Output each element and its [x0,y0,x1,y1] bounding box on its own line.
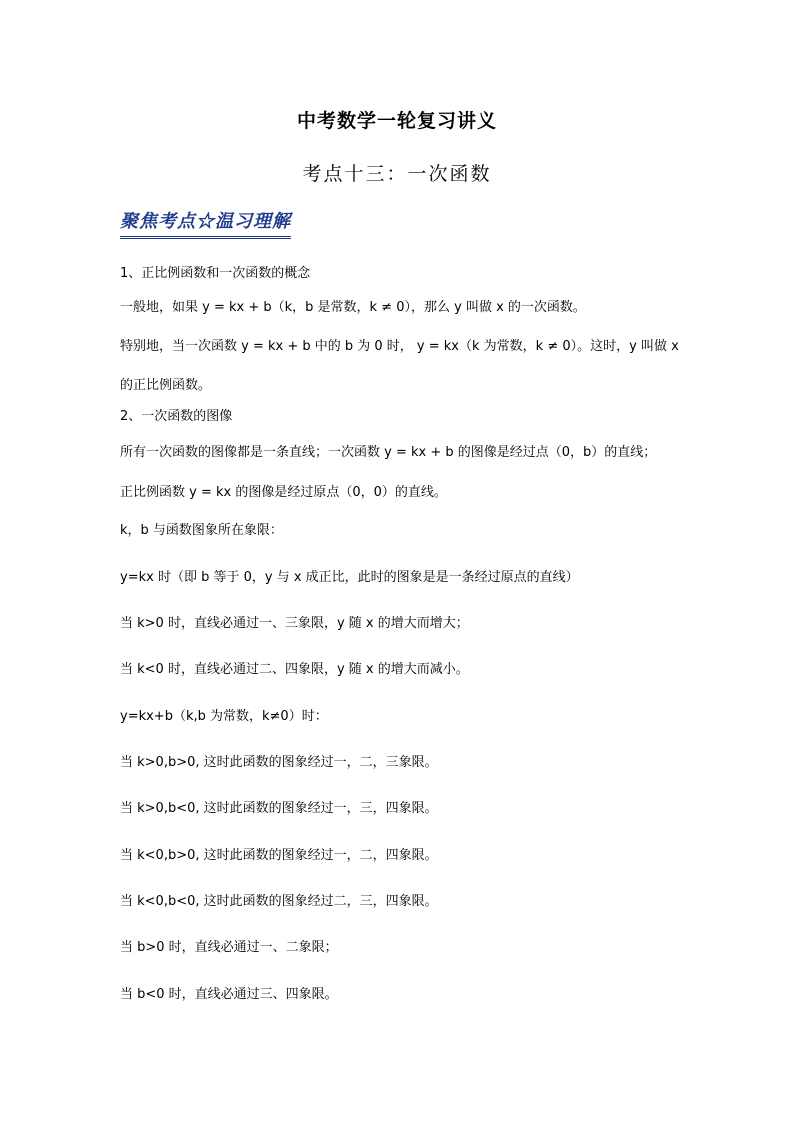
graph-line-1: 所有一次函数的图像都是一条直线；一次函数 y = kx + b 的图像是经过点（0，b）的直线； [120,445,657,460]
quadrant-heading: k，b 与函数图象所在象限： [120,523,283,538]
b-negative: 当 b<0 时，直线必通过三、四象限。 [120,987,338,1002]
proportional-definition: 特别地，当一次函数 y = kx + b 中的 b 为 0 时， y = kx（k 为常数，k ≠ 0）。这时，y 叫做 x [120,339,679,354]
linear-definition: 一般地，如果 y = kx + b（k，b 是常数，k ≠ 0），那么 y 叫做 x 的一次函数。 [120,300,586,315]
case-k-pos-b-neg: 当 k>0,b<0, 这时此函数的图象经过一，三，四象限。 [120,801,438,816]
k-positive: 当 k>0 时，直线必通过一、三象限，y 随 x 的增大而增大； [120,616,469,631]
k-negative: 当 k<0 时，直线必通过二、四象限，y 随 x 的增大而减小。 [120,662,469,677]
page-subtitle: 考点十三：一次函数 [302,163,492,185]
graph-heading: 2、一次函数的图像 [120,409,233,424]
case-k-neg-b-pos: 当 k<0,b>0, 这时此函数的图象经过一，二，四象限。 [120,848,438,863]
section-heading: 聚焦考点☆温习理解 [120,207,291,239]
concept-heading: 1、正比例函数和一次函数的概念 [120,266,311,281]
kxb-case: y=kx+b（k,b 为常数，k≠0）时： [120,709,328,724]
kx-case: y=kx 时（即 b 等于 0，y 与 x 成正比，此时的图象是是一条经过原点的直线） [120,570,579,585]
b-positive: 当 b>0 时，直线必通过一、二象限； [120,940,338,955]
case-k-neg-b-neg: 当 k<0,b<0, 这时此函数的图象经过二，三，四象限。 [120,894,438,909]
case-k-pos-b-pos: 当 k>0,b>0, 这时此函数的图象经过一，二，三象限。 [120,755,438,770]
graph-line-2: 正比例函数 y = kx 的图像是经过原点（0，0）的直线。 [120,485,447,500]
page-title: 中考数学一轮复习讲义 [296,110,497,132]
proportional-definition-cont: 的正比例函数。 [120,378,212,393]
